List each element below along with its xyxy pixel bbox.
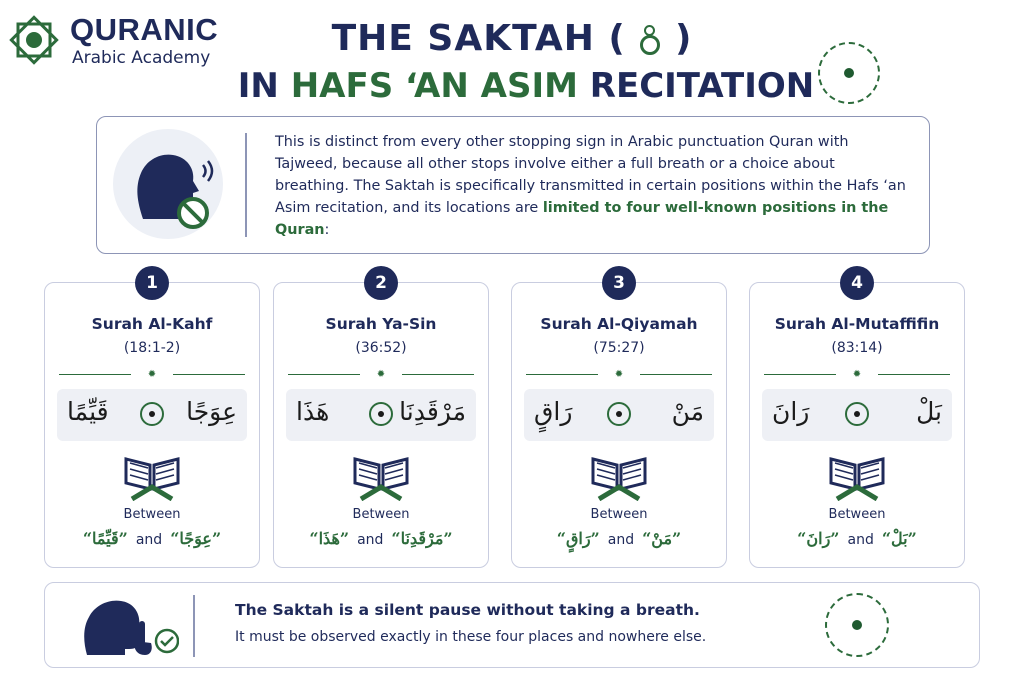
ornament-divider <box>526 369 712 381</box>
arabic-word-before: عِوَجًا <box>186 397 237 426</box>
open-quran-icon <box>349 449 413 505</box>
arabic-phrase-panel <box>57 389 247 441</box>
surah-reference: (75:27) <box>593 340 645 356</box>
surah-card-1 <box>44 282 260 568</box>
ornament-divider <box>59 369 245 381</box>
logo-brand: QURANIC <box>70 12 219 47</box>
surah-reference: (83:14) <box>831 340 883 356</box>
dashed-circle-icon <box>825 593 889 657</box>
saktah-mark-icon <box>607 402 631 426</box>
flower-ornament-icon: ✹ <box>147 369 157 380</box>
saktah-mark-icon <box>140 402 164 426</box>
saktah-mark-icon <box>845 402 869 426</box>
open-quran-icon <box>120 449 184 505</box>
pair-and: and <box>357 532 384 548</box>
between-label: Between <box>352 507 410 522</box>
summary-subtitle: It must be observed exactly in these four places and nowhere else. <box>235 629 707 645</box>
pair-second-word: “هَذَا” <box>309 529 350 548</box>
flower-ornament-icon: ✹ <box>852 369 862 380</box>
pair-first-word: “عِوَجًا” <box>170 529 222 548</box>
pair-second-word: “رَاقٍ” <box>556 529 600 548</box>
position-number-badge: 3 <box>602 266 636 300</box>
arabic-word-after: رَانَ <box>772 397 810 426</box>
summary-divider <box>193 595 195 657</box>
surah-name: Surah Ya-Sin <box>325 315 437 333</box>
position-number-badge: 2 <box>364 266 398 300</box>
surah-name: Surah Al-Mutaffifin <box>774 315 940 333</box>
open-quran-icon <box>587 449 651 505</box>
arabic-word-before: مَنْ <box>671 397 704 426</box>
between-label: Between <box>590 507 648 522</box>
arabic-word-after: قَيِّمًا <box>67 397 109 426</box>
head-silence-check-icon <box>79 593 179 659</box>
title2-prefix: IN <box>237 66 291 106</box>
pair-first-word: “بَلْ” <box>881 529 917 548</box>
saktah-symbol-icon <box>639 23 661 57</box>
surah-reference: (18:1-2) <box>123 340 181 356</box>
surah-reference: (36:52) <box>355 340 407 356</box>
word-pair <box>274 529 488 548</box>
flower-ornament-icon: ✹ <box>376 369 386 380</box>
pair-first-word: “مَنْ” <box>642 529 682 548</box>
word-pair <box>512 529 726 548</box>
arabic-phrase-panel <box>524 389 714 441</box>
surah-card-4 <box>749 282 965 568</box>
title2-highlight: HAFS ‘AN ASIM <box>290 66 578 106</box>
flower-ornament-icon: ✹ <box>614 369 624 380</box>
head-no-breath-icon <box>113 129 223 239</box>
position-number-badge: 1 <box>135 266 169 300</box>
position-number-badge: 4 <box>840 266 874 300</box>
pair-first-word: “مَرْقَدِنَا” <box>391 529 453 548</box>
arabic-word-after: رَاقٍ <box>534 397 573 426</box>
pair-and: and <box>607 532 635 548</box>
logo-subtitle: Arabic Academy <box>72 48 211 68</box>
title2-suffix: RECITATION <box>577 66 815 106</box>
intro-text-end: : <box>324 222 330 238</box>
ornament-divider <box>288 369 474 381</box>
word-pair <box>750 529 964 548</box>
surah-card-2 <box>273 282 489 568</box>
pair-second-word: “رَانَ” <box>797 529 840 548</box>
summary-panel <box>44 582 980 668</box>
intro-text-highlight: limited to four well-known positions in the Quran <box>275 200 889 238</box>
surah-name: Surah Al-Qiyamah <box>540 315 698 333</box>
summary-title: The Saktah is a silent pause without taking a breath. <box>235 601 700 619</box>
intro-panel <box>96 116 930 254</box>
arabic-word-before: مَرْقَدِنَا <box>399 397 466 426</box>
ornament-divider <box>764 369 950 381</box>
pair-second-word: “قَيِّمًا” <box>82 529 128 548</box>
surah-card-3 <box>511 282 727 568</box>
between-label: Between <box>123 507 181 522</box>
arabic-word-before: بَلْ <box>916 397 942 426</box>
pair-and: and <box>847 532 874 548</box>
surah-name: Surah Al-Kahf <box>91 315 213 333</box>
dashed-circle-icon <box>818 42 880 104</box>
between-label: Between <box>828 507 886 522</box>
title-suffix: ) <box>674 18 693 59</box>
intro-divider <box>245 133 247 237</box>
intro-text-main: This is distinct from every other stopping sign in Arabic punctuation Quran with Tajweed, because all other stops involve either a full breath or a choice about breathing. The Saktah is specifically transmitted in certain positions within the Hafs ‘an Asim recitation, and its locations are <box>275 134 906 216</box>
arabic-phrase-panel <box>286 389 476 441</box>
open-quran-icon <box>825 449 889 505</box>
pair-and: and <box>135 532 163 548</box>
arabic-phrase-panel <box>762 389 952 441</box>
title-prefix: THE SAKTAH ( <box>331 18 626 59</box>
intro-text <box>275 131 911 241</box>
saktah-mark-icon <box>369 402 393 426</box>
arabic-word-after: هَذَا <box>296 397 330 426</box>
word-pair <box>45 529 259 548</box>
